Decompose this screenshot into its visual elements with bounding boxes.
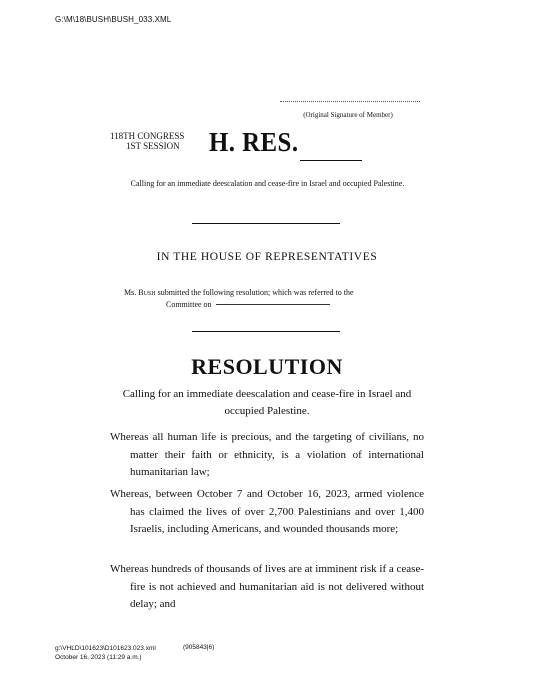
member-name: Bush (138, 288, 156, 297)
congress-session-block (110, 131, 184, 151)
whereas-clause: Whereas hundreds of thousands of lives are at imminent risk if a cease-fire is not achieved and humanitarian aid is not delivered without delay; and (110, 563, 425, 610)
file-path-header: G:\M\18\BUSH\BUSH_033.XML (55, 15, 172, 24)
bill-short-title: Calling for an immediate deescalation and cease-fire in Israel and occupied Palestine. (130, 179, 405, 188)
whereas-clause: Whereas all human life is precious, and the targeting of civilians, no matter their faith or ethnicity, is a violation of international humanitarian law; (110, 431, 424, 478)
bill-designation: H. RES. (209, 127, 299, 157)
divider-rule (192, 223, 340, 224)
whereas-clause: Whereas, between October 7 and October 16, 2023, armed violence has claimed the lives of over 2,700 Palestinians and over 1,400 Israelis, including Americans, and wounded thousands more; (110, 488, 424, 535)
submitted-statement (122, 287, 414, 311)
signature-caption: (Original Signature of Member) (303, 111, 393, 119)
committee-label: Committee on (166, 300, 212, 309)
session-label: 1ST SESSION (126, 141, 180, 151)
bill-number-blank (300, 160, 362, 161)
footer-code: (905843|6) (183, 644, 215, 651)
member-prefix: Ms. (124, 288, 137, 297)
footer-doc-path: g:\VHLD\101623\D101623.023.xml (55, 645, 156, 652)
congress-label: 118TH CONGRESS (110, 131, 185, 141)
footer-timestamp: October 16, 2023 (11:29 a.m.) (55, 654, 142, 661)
resolution-heading: RESOLUTION (191, 354, 343, 379)
committee-blank (216, 304, 330, 305)
submitted-text: submitted the following resolution; which was referred to the (157, 288, 354, 297)
divider-rule (192, 331, 340, 332)
resolution-title: Calling for an immediate deescalation and cease-fire in Israel and occupied Palestine. (122, 388, 412, 417)
signature-line (280, 101, 420, 102)
footer-doc-info (55, 644, 156, 662)
house-heading: IN THE HOUSE OF REPRESENTATIVES (156, 251, 378, 263)
